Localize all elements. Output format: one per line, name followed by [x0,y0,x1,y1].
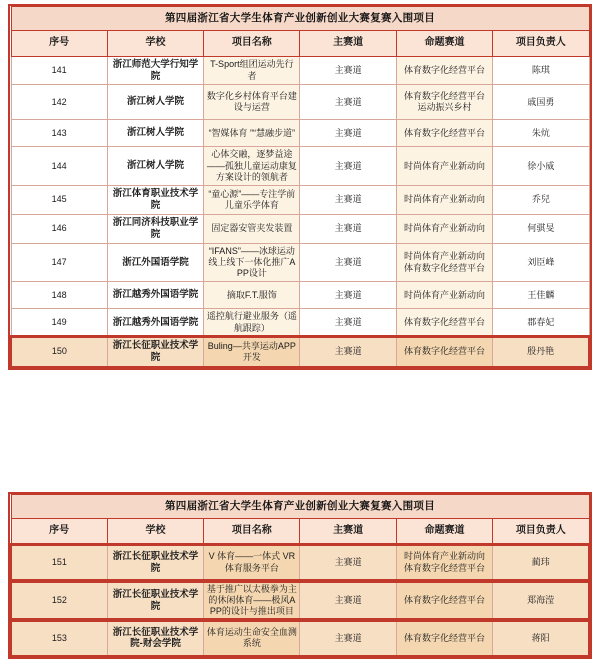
cell-owner: 陈琪 [493,56,589,85]
column-header-school: 学校 [107,31,203,57]
cell-project: 数字化乡村体育平台建设与运营 [204,85,300,120]
cell-index: 144 [11,147,107,186]
table-row [11,56,589,85]
cell-owner: 徐小威 [493,147,589,186]
cell-project: Buling—共享运动APP开发 [204,337,300,367]
cell-index: 153 [11,620,107,656]
cell-school: 浙江长征职业技术学院-财会学院 [107,620,203,656]
cell-school: 浙江体育职业技术学院 [107,186,203,215]
cell-main-track: 主赛道 [300,85,396,120]
table-row [11,147,589,186]
cell-theme-track: 时尚体育产业新动向 体育数字化经营平台 [396,243,492,282]
project-table-1 [10,6,590,368]
column-header-index: 序号 [11,31,107,57]
cell-owner: 何骐旻 [493,214,589,243]
cell-index: 143 [11,120,107,147]
cell-school: 浙江师范大学行知学院 [107,56,203,85]
cell-owner: 王佳麟 [493,282,589,309]
cell-project: 固定器安管夹发装置 [204,214,300,243]
cell-owner: 朱炕 [493,120,589,147]
cell-owner: 刘臣峰 [493,243,589,282]
table-row [11,243,589,282]
table-header-row [11,519,589,545]
table-title: 第四届浙江省大学生体育产业创新创业大赛复赛入围项目 [11,7,589,31]
cell-main-track: 主赛道 [300,243,396,282]
cell-main-track: 主赛道 [300,56,396,85]
cell-theme-track: 体育数字化经营平台 [396,56,492,85]
cell-main-track: 主赛道 [300,620,396,656]
cell-owner: 乔兒 [493,186,589,215]
cell-project: V 体育——一体式 VR 体育服务平台 [204,545,300,581]
cell-project: 基于推广以太极拳为主的休闲体育——极风APP的设计与推出项目 [204,581,300,621]
cell-project: “童心源”——专注学前儿童乐学体育 [204,186,300,215]
table-row [11,309,589,337]
cell-main-track: 主赛道 [300,337,396,367]
table-row-highlighted [11,620,589,656]
cell-project: 体育运动生命安全血测系统 [204,620,300,656]
cell-school: 浙江外国语学院 [107,243,203,282]
cell-theme-track: 体育数字化经营平台 [396,309,492,337]
cell-index: 150 [11,337,107,367]
table-block-1 [8,4,592,370]
cell-index: 142 [11,85,107,120]
table-title: 第四届浙江省大学生体育产业创新创业大赛复赛入围项目 [11,495,589,519]
cell-owner: 戚国勇 [493,85,589,120]
column-header-project: 项目名称 [204,31,300,57]
table-row-highlighted [11,581,589,621]
cell-index: 145 [11,186,107,215]
cell-theme-track: 时尚体育产业新动向 [396,186,492,215]
table-row-highlighted [11,337,589,367]
cell-owner: 郑海滢 [493,581,589,621]
cell-main-track: 主赛道 [300,309,396,337]
column-header-main-track: 主赛道 [300,519,396,545]
cell-school: 浙江树人学院 [107,85,203,120]
cell-theme-track: 时尚体育产业新动向 [396,282,492,309]
cell-owner: 郡春妃 [493,309,589,337]
table-row [11,282,589,309]
cell-school: 浙江树人学院 [107,120,203,147]
cell-school: 浙江长征职业技术学院 [107,545,203,581]
cell-main-track: 主赛道 [300,545,396,581]
cell-index: 148 [11,282,107,309]
cell-project: 遥控航行避业服务（遥航跟踪） [204,309,300,337]
cell-main-track: 主赛道 [300,147,396,186]
cell-index: 149 [11,309,107,337]
cell-school: 浙江越秀外国语学院 [107,309,203,337]
cell-theme-track: 体育数字化经营平台 运动振兴乡村 [396,85,492,120]
table-title-row [11,7,589,31]
table-row [11,186,589,215]
table-row [11,85,589,120]
cell-project: “IFANS”——冰球运动线上线下一体化推广APP设计 [204,243,300,282]
cell-main-track: 主赛道 [300,214,396,243]
table-title-row [11,495,589,519]
cell-index: 147 [11,243,107,282]
table-row-highlighted [11,545,589,581]
project-table-2 [10,494,590,657]
cell-index: 152 [11,581,107,621]
cell-index: 141 [11,56,107,85]
cell-index: 151 [11,545,107,581]
cell-owner: 蒋阳 [493,620,589,656]
column-header-school: 学校 [107,519,203,545]
cell-main-track: 主赛道 [300,581,396,621]
column-header-theme-track: 命题赛道 [396,519,492,545]
column-header-owner: 项目负责人 [493,519,589,545]
column-header-main-track: 主赛道 [300,31,396,57]
column-header-theme-track: 命题赛道 [396,31,492,57]
cell-project: T-Sport组团运动先行者 [204,56,300,85]
cell-theme-track: 体育数字化经营平台 [396,620,492,656]
cell-index: 146 [11,214,107,243]
column-header-index: 序号 [11,519,107,545]
cell-main-track: 主赛道 [300,282,396,309]
column-header-project: 项目名称 [204,519,300,545]
table-row [11,214,589,243]
cell-main-track: 主赛道 [300,120,396,147]
cell-project: “智媒体育 ”“慧融步道” [204,120,300,147]
cell-owner: 殷丹艳 [493,337,589,367]
cell-school: 浙江同济科技职业学院 [107,214,203,243]
cell-owner: 蔺玮 [493,545,589,581]
cell-theme-track: 时尚体育产业新动向 体育数字化经营平台 [396,545,492,581]
cell-project: 摘取F.T.服饰 [204,282,300,309]
cell-theme-track: 体育数字化经营平台 [396,120,492,147]
table-header-row [11,31,589,57]
cell-school: 浙江长征职业技术学院 [107,581,203,621]
cell-theme-track: 体育数字化经营平台 [396,337,492,367]
cell-school: 浙江越秀外国语学院 [107,282,203,309]
cell-theme-track: 时尚体育产业新动向 [396,214,492,243]
column-header-owner: 项目负责人 [493,31,589,57]
cell-school: 浙江树人学院 [107,147,203,186]
cell-school: 浙江长征职业技术学院 [107,337,203,367]
cell-main-track: 主赛道 [300,186,396,215]
table-block-2 [8,492,592,659]
table-row [11,120,589,147]
cell-theme-track: 体育数字化经营平台 [396,581,492,621]
cell-theme-track: 时尚体育产业新动向 [396,147,492,186]
cell-project: 心体交融，逐梦益途——孤独儿童运动康复方案设计的领航者 [204,147,300,186]
